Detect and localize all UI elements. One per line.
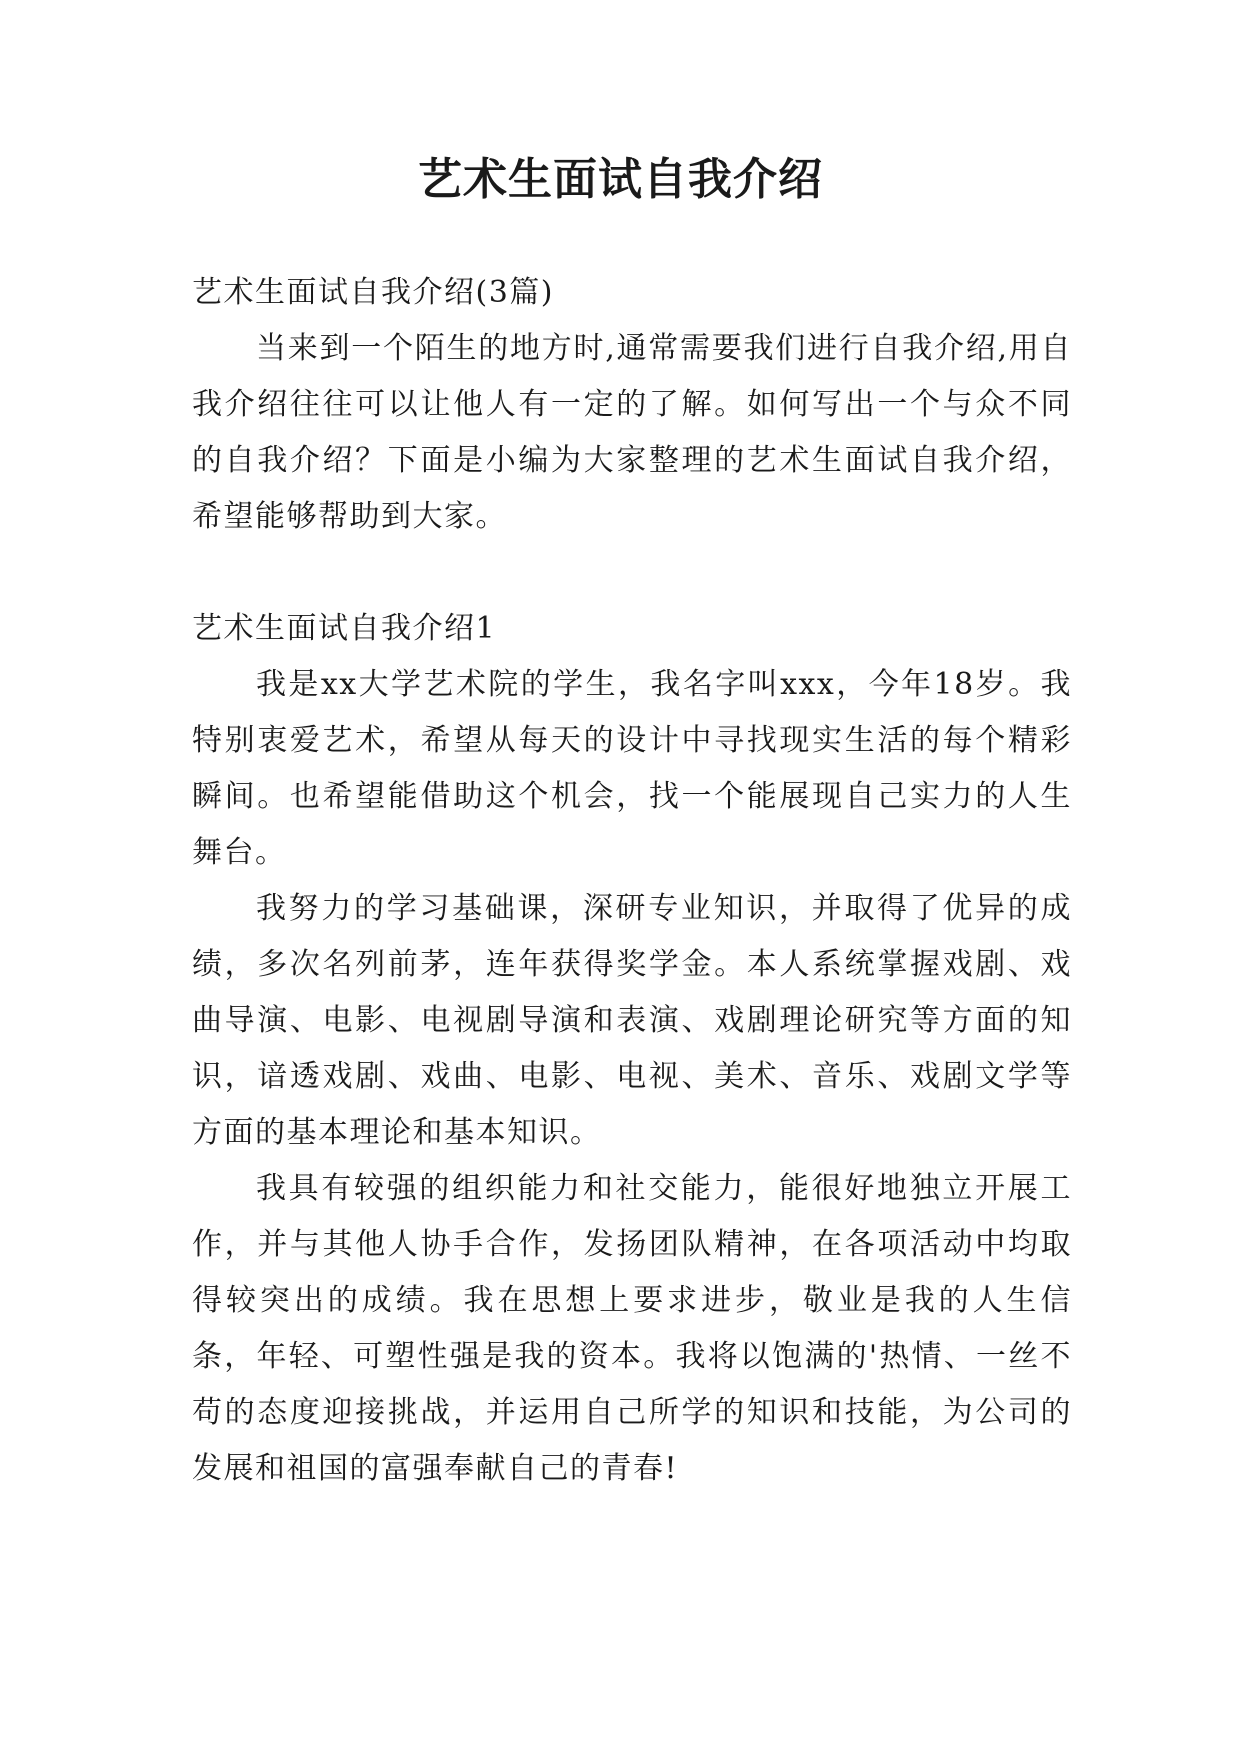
document-body (192, 265, 1072, 1497)
section-spacer (192, 545, 1072, 601)
intro-paragraph: 当来到一个陌生的地方时,通常需要我们进行自我介绍,用自我介绍往往可以让他人有一定的了解。如何写出一个与众不同的自我介绍？下面是小编为大家整理的艺术生面试自我介绍，希望能够帮助到大家。 (192, 331, 1072, 534)
intro-heading: 艺术生面试自我介绍(3篇) (192, 275, 554, 310)
section-1-paragraph-3: 我具有较强的组织能力和社交能力，能很好地独立开展工作，并与其他人协手合作，发扬团队精神，在各项活动中均取得较突出的成绩。我在思想上要求进步，敬业是我的人生信条，年轻、可塑性强是我的资本。我将以饱满的'热情、一丝不苟的态度迎接挑战，并运用自己所学的知识和技能，为公司的发展和祖国的富强奉献自己的青春! (192, 1171, 1072, 1486)
section-1-paragraph-1: 我是xx大学艺术院的学生，我名字叫xxx，今年18岁。我特别衷爱艺术，希望从每天的设计中寻找现实生活的每个精彩瞬间。也希望能借助这个机会，找一个能展现自己实力的人生舞台。 (192, 667, 1072, 870)
document-title: 艺术生面试自我介绍 (418, 154, 823, 205)
section-1-paragraph-2: 我努力的学习基础课，深研专业知识，并取得了优异的成绩，多次名列前茅，连年获得奖学金。本人系统掌握戏剧、戏曲导演、电影、电视剧导演和表演、戏剧理论研究等方面的知识，谙透戏剧、戏曲、电影、电视、美术、音乐、戏剧文学等方面的基本理论和基本知识。 (192, 891, 1072, 1150)
section-1-heading: 艺术生面试自我介绍1 (192, 611, 497, 646)
